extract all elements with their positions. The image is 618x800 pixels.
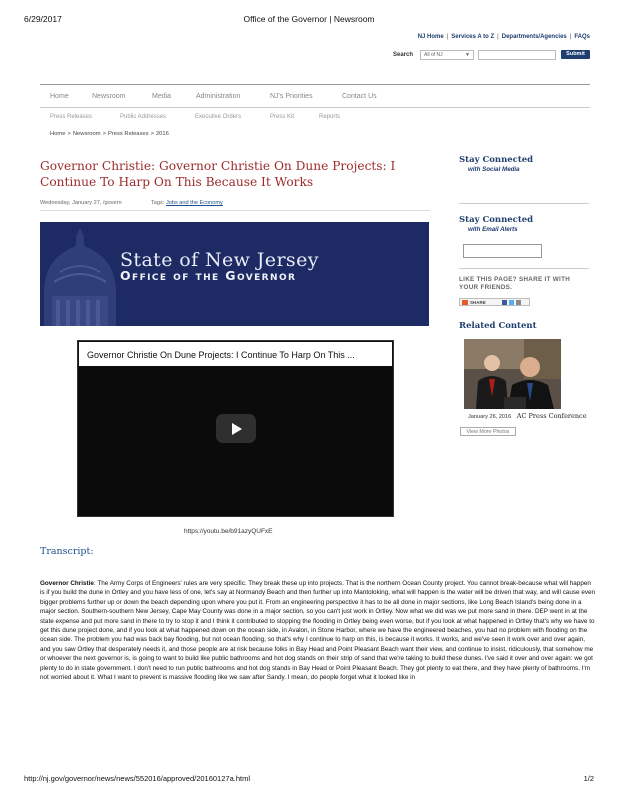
transcript-speaker: Governor Christie bbox=[40, 580, 94, 587]
email-subheading: with Email Alerts bbox=[468, 226, 518, 233]
search-scope-value: All of NJ bbox=[424, 52, 443, 58]
util-link-services[interactable]: Services A to Z bbox=[451, 34, 495, 40]
capitol-dome-icon bbox=[40, 222, 120, 326]
facebook-icon bbox=[502, 300, 507, 305]
related-content-heading: Related Content bbox=[459, 321, 537, 331]
utility-links: NJ Home | Services A to Z | Departments/Agencies | FAQs bbox=[417, 34, 590, 40]
subnav-press-releases[interactable]: Press Releases bbox=[50, 114, 93, 120]
related-title[interactable]: AC Press Conference bbox=[516, 412, 587, 420]
print-title: Office of the Governor | Newsroom bbox=[243, 14, 375, 24]
subnav-public-addresses[interactable]: Public Addresses bbox=[120, 114, 167, 120]
nav-contact-us[interactable]: Contact Us bbox=[342, 93, 377, 100]
breadcrumb-year[interactable]: 2016 bbox=[155, 131, 169, 137]
print-date: 6/29/2017 bbox=[24, 14, 62, 24]
main-nav bbox=[40, 84, 590, 108]
search-input[interactable] bbox=[478, 50, 556, 60]
related-photo[interactable] bbox=[464, 339, 561, 409]
print-url: http://nj.gov/governor/news/news/552016/approved/20160127a.html bbox=[24, 774, 250, 783]
search-bar bbox=[393, 50, 590, 61]
subnav-reports[interactable]: Reports bbox=[319, 114, 341, 120]
email-connect bbox=[459, 215, 533, 233]
util-link-nj-home[interactable]: NJ Home bbox=[417, 34, 444, 40]
subnav-executive-orders[interactable]: Executive Orders bbox=[195, 114, 242, 120]
social-heading: Stay Connected bbox=[459, 155, 534, 165]
breadcrumb-press-releases[interactable]: Press Releases bbox=[107, 131, 149, 137]
article-title: Governor Christie: Governor Christie On Dune Projects: I Continue To Harp On This Because It Works bbox=[40, 159, 396, 189]
addthis-icon bbox=[462, 300, 468, 305]
banner-office-name: Office of the Governor bbox=[120, 268, 297, 283]
breadcrumb: Home > Newsroom > Press Releases > 2016 bbox=[50, 131, 169, 137]
social-connect bbox=[459, 155, 533, 173]
print-page-number: 1/2 bbox=[583, 774, 594, 783]
nav-home[interactable]: Home bbox=[50, 93, 69, 100]
search-submit-button[interactable]: Submit bbox=[561, 50, 590, 59]
email-heading: Stay Connected bbox=[459, 215, 534, 225]
share-button[interactable] bbox=[459, 298, 530, 306]
nav-administration[interactable]: Administration bbox=[196, 93, 241, 100]
print-header bbox=[24, 14, 594, 26]
email-alert-input[interactable] bbox=[463, 244, 542, 258]
print-footer bbox=[24, 774, 594, 786]
nav-newsroom[interactable]: Newsroom bbox=[92, 93, 126, 100]
tag-link[interactable]: Jobs and the Economy bbox=[165, 200, 223, 206]
sidebar-divider bbox=[459, 268, 589, 269]
twitter-icon bbox=[509, 300, 514, 305]
office-banner bbox=[40, 222, 429, 326]
article-tags bbox=[151, 200, 223, 206]
nav-priorities[interactable]: NJ's Priorities bbox=[270, 93, 313, 100]
video-url[interactable]: https://youtu.be/b91azyQUFxE bbox=[184, 528, 273, 535]
tags-label: Tags: bbox=[151, 200, 165, 206]
transcript-text: : The Army Corps of Engineers' rules are very specific. They break these up into projects. That is the northern Ocean County project. You cannot break-because what will happen is if you build the dune in Ortley and you have less of one, let's say at Normandy Beach and then further up into Mantoloking, what will happen is the water will be driven that way, and will cause even bigger problems further up or down the beach depending upon where you put it. From an engineering perspective it has to be all done in major sections, like Long Beach Island's being done in a major section. Southern-southern New Jersey, Cape May County was done in a major section, so you can't just work in Ortley. Now what we did was we put more sand in there. DEP went in at the state expense and put more sand in there to try to stop it and I think it contributed to stopping the flooding in Ortley being even worse, but if you look at what happened in Ortley that's why we have to get this dune project done, and if you look at what happened down on the ocean side, in Avalon, in Stone Harbor, where we have the engineered beaches, you had no problem with flooding on the ocean side. The problem you had was back bay flooding, but not ocean flooding, so that's why I continue to harp on this, is because it works. It works, and we've seen it work over and over again, and you saw Ortley that desperately needs it, and those people are at risk because folks in Bay Head and Point Pleasant Beach want their view, and continue to insist, ridiculously, that somehow me or whoever the next governor is, is going to want to build like public bathrooms and hot dog stands on their strip of sand that we're taking to build these dunes. I've said it over and over again: we got plenty to do in state government. I don't need to run public bathrooms and hot dog stands in Bay Head or Point Pleasant Beach. They got plenty to eat there, and they have plenty of bathrooms. I'm not worried about it. What I want to prevent is massive flooding like we saw after Sandy. I mean, do people forget what it looked like in bbox=[40, 580, 596, 682]
social-subheading: with Social Media bbox=[468, 166, 520, 173]
related-date: January 26, 2016 bbox=[468, 414, 512, 420]
banner-state-name: State of New Jersey bbox=[120, 249, 319, 271]
related-caption bbox=[468, 412, 587, 420]
search-label: Search bbox=[393, 52, 414, 58]
share-button-label: SHARE bbox=[470, 300, 486, 305]
breadcrumb-newsroom[interactable]: Newsroom bbox=[72, 131, 101, 137]
search-scope-select[interactable] bbox=[420, 50, 474, 60]
util-link-departments[interactable]: Departments/Agencies bbox=[501, 34, 567, 40]
article-date: Wednesday, January 27, /govern bbox=[40, 200, 122, 206]
share-prompt: LIKE THIS PAGE? SHARE IT WITH YOUR FRIENDS. bbox=[459, 276, 571, 291]
video-title[interactable]: Governor Christie On Dune Projects: I Continue To Harp On This ... bbox=[87, 350, 355, 360]
transcript-heading: Transcript: bbox=[40, 546, 94, 557]
article-meta bbox=[40, 199, 430, 211]
email-icon bbox=[516, 300, 521, 305]
video-title-bar bbox=[78, 341, 393, 367]
subnav-press-kit[interactable]: Press Kit bbox=[270, 114, 295, 120]
video-player[interactable] bbox=[77, 340, 394, 517]
chevron-down-icon: ▼ bbox=[465, 52, 470, 58]
view-more-photos-button[interactable]: View More Photos bbox=[460, 427, 516, 436]
nav-media[interactable]: Media bbox=[152, 93, 172, 100]
transcript-body bbox=[40, 579, 596, 682]
sidebar-divider bbox=[459, 203, 589, 204]
breadcrumb-home[interactable]: Home bbox=[50, 131, 66, 137]
play-icon[interactable] bbox=[216, 414, 256, 443]
util-link-faqs[interactable]: FAQs bbox=[574, 34, 590, 40]
